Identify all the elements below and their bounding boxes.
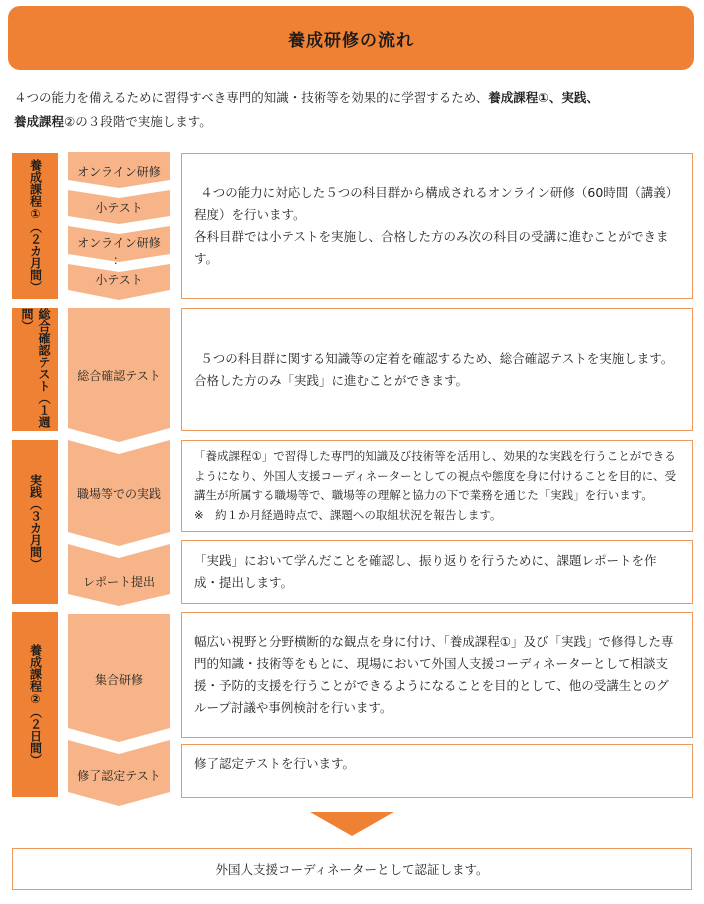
step-quiz-1: 小テスト — [95, 200, 143, 215]
stage-comprehensive-test: 総合確認テスト（１週間） — [12, 308, 58, 431]
final-certification: 外国人支援コーディネーターとして認証します。 — [12, 848, 692, 890]
step-online-training-2: オンライン研修 — [77, 235, 161, 250]
step-completion-test: 修了認定テスト — [77, 768, 161, 783]
step-workplace-practice: 職場等での実践 — [76, 486, 161, 501]
desc-group-training: 幅広い視野と分野横断的な観点を身に付け、「養成課程①」及び「実践」で修得した専門的知識・技術等をもとに、現場において外国人支援コーディネーターとして相談支援・予防的支援を行うことができるようになることを目的として、他の受講生とのグループ討議や事例検討を行います。 — [181, 612, 693, 738]
desc-completion-test: 修了認定テストを行います。 — [181, 744, 693, 798]
step-online-training-1: オンライン研修 — [77, 164, 161, 179]
step-group-training: 集合研修 — [94, 672, 143, 687]
desc-report-submission: 「実践」において学んだことを確認し、振り返りを行うために、課題レポートを作成・提出します。 — [181, 540, 693, 604]
stage-course1: 養成課程①（２カ月間） — [12, 153, 58, 299]
step-comprehensive-test: 総合確認テスト — [77, 368, 161, 383]
down-arrow-icon — [310, 812, 394, 836]
step-quiz-2: 小テスト — [95, 272, 143, 287]
step-report-submission: レポート提出 — [82, 574, 155, 589]
page-title: 養成研修の流れ — [288, 30, 414, 51]
stage-course2: 養成課程②（２日間） — [12, 612, 58, 797]
page-title-banner — [8, 6, 694, 70]
step-ellipsis: ： — [112, 252, 125, 267]
intro-text: ４つの能力を備えるために習得すべき専門的知識・技術等を効果的に学習するため、養成課程①、実践、 養成課程②の３段階で実施します。 — [14, 90, 599, 129]
stage-practice: 実践（３カ月間） — [12, 440, 58, 604]
desc-comprehensive-test: ５つの科目群に関する知識等の定着を確認するため、総合確認テストを実施します。合格した方のみ「実践」に進むことができます。 — [181, 308, 693, 431]
desc-workplace-practice: 「養成課程①」で習得した専門的知識及び技術等を活用し、効果的な実践を行うことができるようになり、外国人支援コーディネーターとしての視点や態度を身に付けることを目的に、受講生が所属する職場等で、職場等の理解と協力の下で業務を通じた「実践」を行います。 ※ 約１か月経過時点で、課題への取組状況を報告します。 — [181, 440, 693, 532]
desc-course1: ４つの能力に対応した５つの科目群から構成されるオンライン研修（60時間（講義）程度）を行います。 各科目群では小テストを実施し、合格した方のみ次の科目の受講に進むことができます。 — [181, 153, 693, 299]
